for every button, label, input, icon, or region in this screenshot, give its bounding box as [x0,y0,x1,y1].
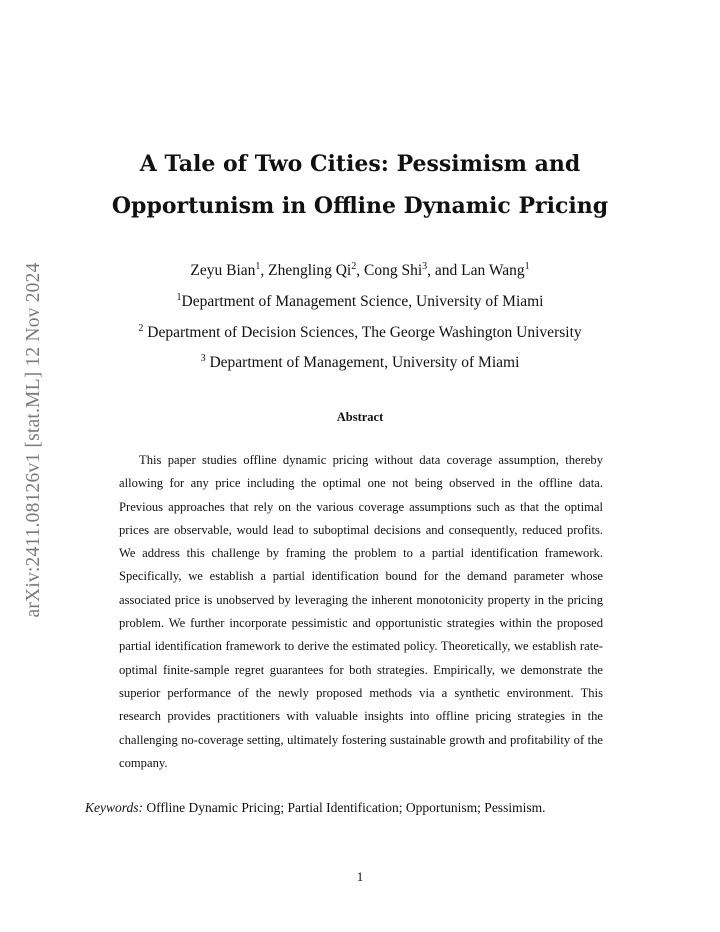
affiliation [40,323,680,343]
author-separator: , [356,262,364,279]
affiliation-text: Department of Management, University of Miami [205,354,520,371]
affiliation-text: Department of Decision Sciences, The George Washington University [143,324,582,341]
author-affiliation-mark: 1 [524,261,530,272]
author-affiliation-mark: 1 [255,261,261,272]
author-name: Cong Shi [363,262,423,279]
affiliation [40,292,680,312]
author-list [80,261,640,281]
affiliation-text: Department of Management Science, University of Miami [181,293,544,310]
abstract-body: This paper studies offline dynamic pricing without data coverage assumption, thereby allowing for any price including the optimal one not being observed in the offline data. Previous approaches that rely on the various coverage assumptions such as that the optimal prices are observable, would lead to suboptimal decisions and consequently, reduced profits. We address this challenge by framing the problem to a partial identification framework. Specifically, we establish a partial identification bound for the demand parameter whose associated price is unobserved by leveraging the inherent monotonicity property in the pricing problem. We further incorporate pessimistic and opportunistic strategies within the proposed partial identification framework to derive the estimated policy. Theoretically, we establish rate-optimal finite-sample regret guarantees for both strategies. Empirically, we demonstrate the superior performance of the newly proposed methods via a synthetic environment. This research provides practitioners with valuable insights into offline pricing strategies in the challenging no-coverage setting, ultimately fostering sustainable growth and profitability of the company. [119,453,603,770]
affiliation-mark: 1 [176,292,182,303]
affiliation [40,353,680,373]
title-line-1: A Tale of Two Cities: Pessimism and [139,151,581,177]
paper-title [80,143,640,227]
author-name: Lan Wang [461,262,525,279]
author-affiliation-mark: 3 [422,261,428,272]
abstract-heading: Abstract [336,410,384,424]
author-separator: , [260,262,269,279]
keywords [85,798,645,818]
author-affiliation-mark: 2 [351,261,357,272]
author-name: Zhengling Qi [268,262,352,279]
page-number: 1 [356,869,364,884]
keywords-text: Offline Dynamic Pricing; Partial Identification; Opportunism; Pessimism. [143,800,546,815]
affiliation-mark: 3 [200,353,206,364]
arxiv-identifier: arXiv:2411.08126v1 [stat.ML] 12 Nov 2024 [23,262,44,618]
keywords-label: Keywords: [85,800,143,815]
author-name: Zeyu Bian [190,262,256,279]
author-separator: , and [427,262,462,279]
title-line-2: Opportunism in Offline Dynamic Pricing [111,193,609,219]
affiliation-mark: 2 [138,323,144,334]
